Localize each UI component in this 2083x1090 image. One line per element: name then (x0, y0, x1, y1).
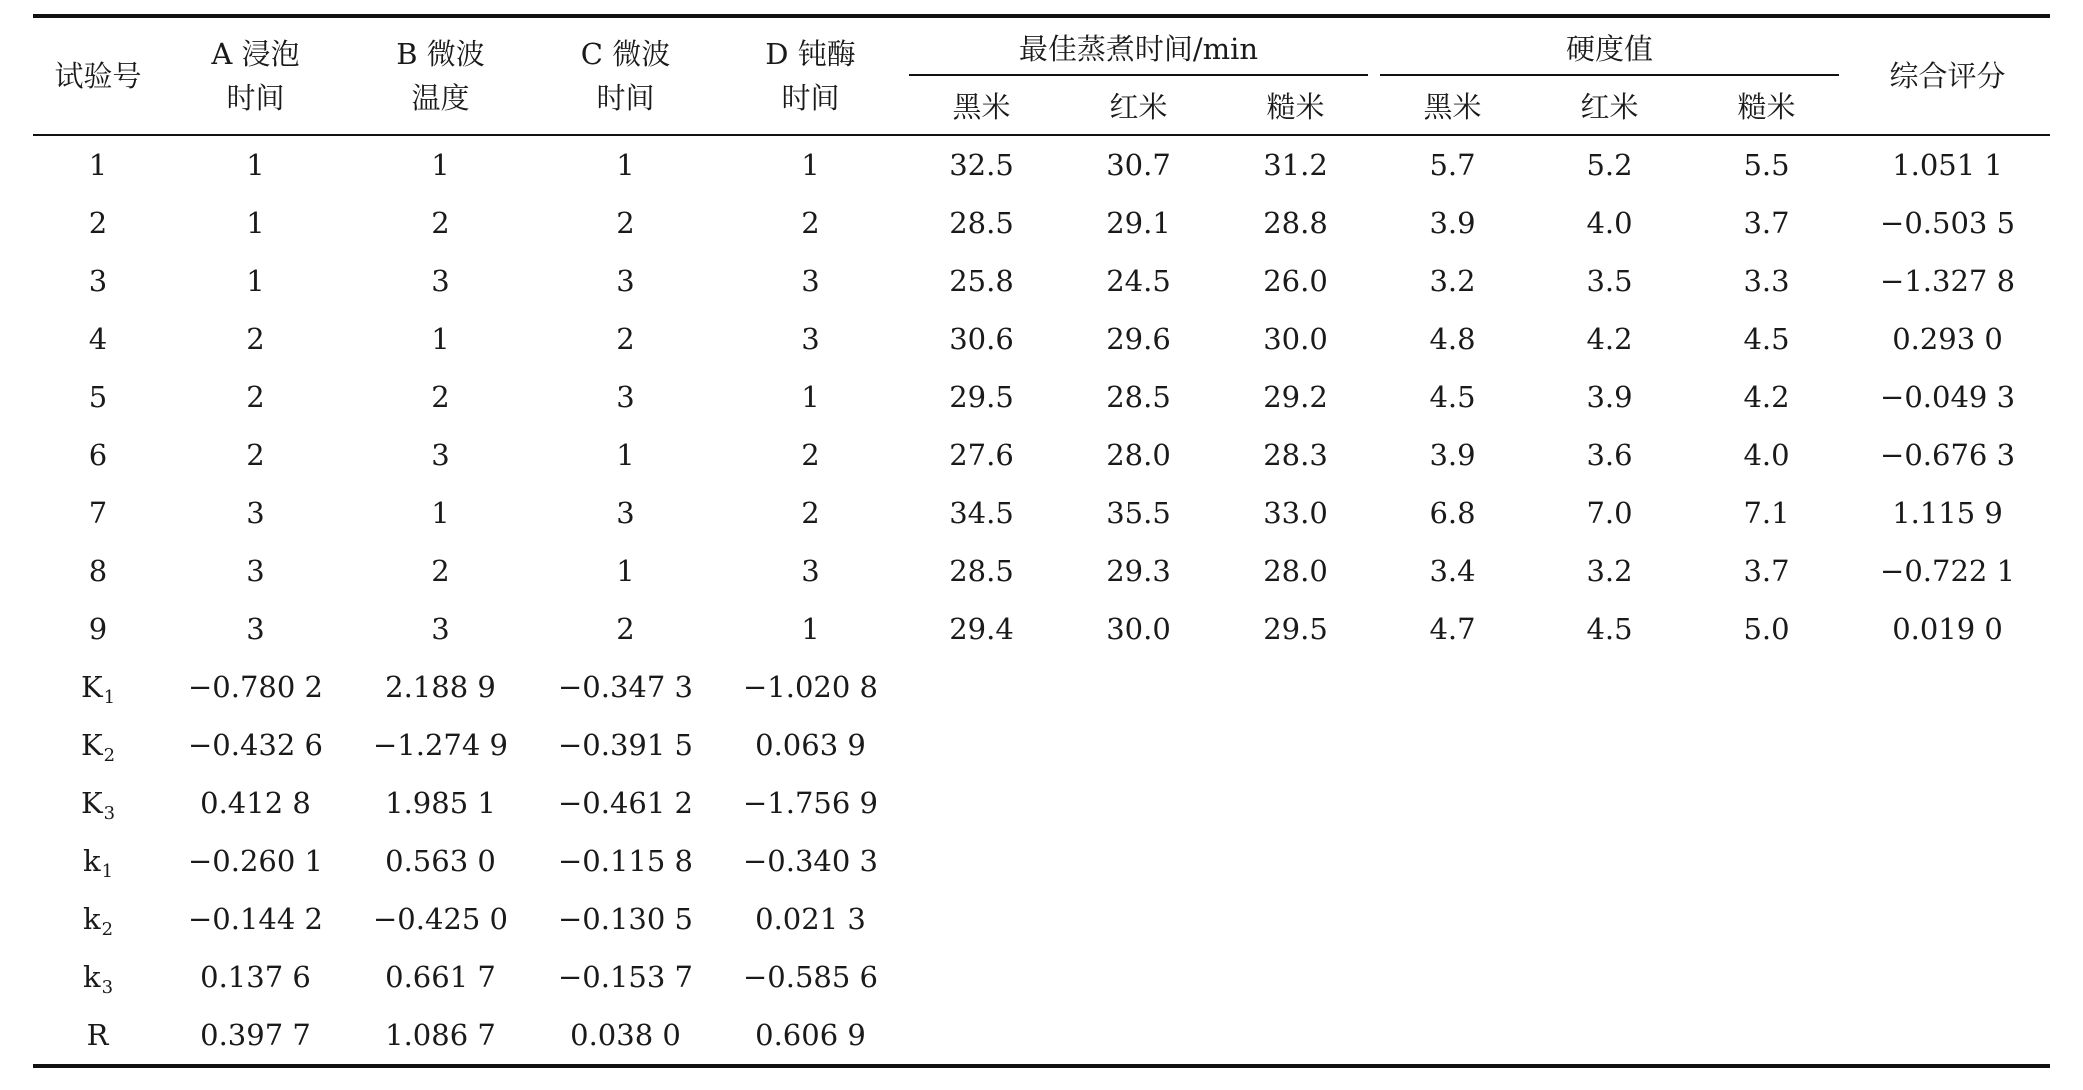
table-body (33, 135, 2050, 1066)
table-cell: 9 (88, 612, 108, 646)
table-cell: 26.0 (1263, 264, 1328, 298)
table-cell: 4.2 (1586, 322, 1633, 356)
table-cell: 3.2 (1429, 264, 1476, 298)
table-cell: 3 (246, 554, 265, 588)
stat-value-cell: 1.086 7 (348, 1006, 533, 1066)
table-cell: 1 (431, 322, 450, 356)
table-cell: 5 (88, 380, 108, 414)
table-cell: 3.2 (1586, 554, 1633, 588)
stat-label: k (82, 844, 101, 878)
empty-cell (1845, 1006, 2050, 1066)
table-cell: 2 (246, 438, 265, 472)
empty-cell (1531, 890, 1688, 948)
empty-cell (1060, 716, 1217, 774)
empty-cell (1531, 716, 1688, 774)
stat-label-subscript: 1 (101, 861, 114, 882)
header-factor-d-line2: 时间 (781, 81, 840, 115)
header-cook-brown-rice: 糙米 (1217, 76, 1374, 135)
stat-label-cell (33, 1006, 163, 1066)
header-hard-red-rice: 红米 (1531, 76, 1688, 135)
empty-cell (903, 658, 1060, 716)
empty-cell (1060, 890, 1217, 948)
table-cell: 29.1 (1106, 206, 1171, 240)
table-cell: 29.3 (1106, 554, 1171, 588)
stat-value-cell: 0.137 6 (200, 960, 311, 994)
header-trial: 试验号 (33, 16, 163, 135)
table-cell: 4.5 (1429, 380, 1476, 414)
table-cell: 3.9 (1429, 206, 1476, 240)
header-factor-d (718, 16, 903, 135)
table-cell: 3.5 (1586, 264, 1633, 298)
stat-label-cell (33, 716, 163, 774)
table-cell: 30.0 (1263, 322, 1328, 356)
table-cell: 7.1 (1743, 496, 1790, 530)
stat-value-cell: −0.391 5 (558, 728, 693, 762)
stat-value-cell: −0.461 2 (558, 786, 693, 820)
stat-row (33, 1006, 2050, 1066)
table-cell: 29.5 (949, 380, 1014, 414)
table-cell: 1.051 1 (1892, 148, 2003, 182)
table-cell: 1 (616, 438, 635, 472)
table-cell: 30.6 (949, 322, 1014, 356)
table-cell: 24.5 (1106, 264, 1171, 298)
stat-value-cell: 0.038 0 (533, 1006, 718, 1066)
table-cell: 3 (616, 380, 635, 414)
empty-cell (1688, 832, 1845, 890)
table-cell: 1.115 9 (1892, 496, 2003, 530)
empty-cell (1060, 832, 1217, 890)
table-cell: 2 (246, 380, 265, 414)
stat-value-cell: −0.432 6 (188, 728, 323, 762)
table-cell: 32.5 (949, 148, 1014, 182)
empty-cell (1060, 1006, 1217, 1066)
table-cell: 2 (246, 322, 265, 356)
stat-label-subscript: 1 (103, 687, 116, 708)
stat-value-cell: 0.021 3 (755, 902, 866, 936)
table-cell: 5.0 (1743, 612, 1790, 646)
table-cell: 29.4 (949, 612, 1014, 646)
table-row (33, 484, 2050, 542)
header-factor-a-line2: 时间 (226, 81, 285, 115)
table-cell: −0.049 3 (1880, 380, 2016, 414)
table-row (33, 600, 2050, 658)
empty-cell (1688, 774, 1845, 832)
table-cell: 3 (431, 612, 450, 646)
table-cell: 1 (801, 380, 820, 414)
table-row (33, 194, 2050, 252)
empty-cell (1060, 658, 1217, 716)
table-row (33, 368, 2050, 426)
stat-label-cell (33, 832, 163, 890)
table-cell: 3 (801, 554, 820, 588)
table-cell: 35.5 (1106, 496, 1171, 530)
table-cell: 1 (246, 148, 265, 182)
header-factor-c-line2: 时间 (596, 81, 655, 115)
table-cell: 29.6 (1106, 322, 1171, 356)
empty-cell (1845, 716, 2050, 774)
table-cell: 3 (616, 496, 635, 530)
table-cell: −0.503 5 (1880, 206, 2016, 240)
table-cell: 28.5 (949, 206, 1014, 240)
table-cell: 3.4 (1429, 554, 1476, 588)
empty-cell (1374, 774, 1531, 832)
table-cell: 4.0 (1586, 206, 1633, 240)
empty-cell (1217, 774, 1374, 832)
header-factor-a (163, 16, 348, 135)
stat-label-cell (33, 890, 163, 948)
empty-cell (1374, 832, 1531, 890)
stat-label-subscript: 3 (103, 803, 116, 824)
table-cell: 25.8 (949, 264, 1014, 298)
stat-label-subscript: 3 (101, 977, 114, 998)
table-cell: 34.5 (949, 496, 1014, 530)
table-cell: 3.3 (1743, 264, 1790, 298)
empty-cell (1374, 948, 1531, 1006)
table-cell: 28.5 (1106, 380, 1171, 414)
stat-label-subscript: 2 (101, 919, 114, 940)
empty-cell (1845, 774, 2050, 832)
stat-label: k (82, 960, 101, 994)
table-cell: 28.3 (1263, 438, 1328, 472)
table-cell: 3 (431, 264, 450, 298)
table-cell: 3.7 (1743, 554, 1790, 588)
header-row-1 (33, 16, 2050, 76)
header-cooking-time-group: 最佳蒸煮时间/min (903, 16, 1374, 76)
table-cell: −1.327 8 (1880, 264, 2016, 298)
table-cell: 2 (431, 554, 450, 588)
header-factor-b (348, 16, 533, 135)
table-cell: 4 (88, 322, 108, 356)
empty-cell (1688, 658, 1845, 716)
table-cell: 0.293 0 (1892, 322, 2003, 356)
empty-cell (1688, 948, 1845, 1006)
header-score: 综合评分 (1845, 16, 2050, 135)
stat-row (33, 832, 2050, 890)
stat-value-cell: 2.188 9 (385, 670, 496, 704)
empty-cell (1688, 716, 1845, 774)
table-row (33, 310, 2050, 368)
table-cell: 2 (616, 206, 635, 240)
header-cook-black-rice: 黑米 (903, 76, 1060, 135)
stat-label-cell (33, 774, 163, 832)
table-cell: 1 (801, 612, 820, 646)
table-cell: 3.9 (1586, 380, 1633, 414)
table-cell: 2 (616, 322, 635, 356)
table-cell: 5.2 (1586, 148, 1633, 182)
header-factor-c (533, 16, 718, 135)
table-cell: 4.0 (1743, 438, 1790, 472)
empty-cell (1688, 890, 1845, 948)
table-cell: 4.2 (1743, 380, 1790, 414)
empty-cell (1845, 948, 2050, 1006)
empty-cell (1374, 658, 1531, 716)
empty-cell (903, 890, 1060, 948)
table-cell: 3 (246, 612, 265, 646)
header-hard-black-rice: 黑米 (1374, 76, 1531, 135)
stat-value-cell: −1.756 9 (743, 786, 878, 820)
stat-value-cell: −0.780 2 (188, 670, 323, 704)
stat-label: K (80, 728, 103, 762)
table-cell: 3.9 (1429, 438, 1476, 472)
table-cell: 30.7 (1106, 148, 1171, 182)
table-cell: 28.8 (1263, 206, 1328, 240)
empty-cell (903, 948, 1060, 1006)
empty-cell (1374, 716, 1531, 774)
stat-value-cell: 0.412 8 (200, 786, 311, 820)
header-hard-brown-rice: 糙米 (1688, 76, 1845, 135)
stat-label: K (80, 786, 103, 820)
table-cell: 3 (88, 264, 108, 298)
table-cell: 3 (801, 264, 820, 298)
stat-value-cell: −0.347 3 (558, 670, 693, 704)
table-cell: 28.0 (1263, 554, 1328, 588)
stat-value-cell: 0.606 9 (718, 1006, 903, 1066)
stat-label-subscript: 2 (103, 745, 116, 766)
empty-cell (1217, 658, 1374, 716)
empty-cell (903, 832, 1060, 890)
empty-cell (903, 774, 1060, 832)
stat-value-cell: 0.661 7 (385, 960, 496, 994)
stat-value-cell: −0.115 8 (558, 844, 693, 878)
table-cell: 3 (616, 264, 635, 298)
empty-cell (1374, 890, 1531, 948)
table-cell: 1 (431, 496, 450, 530)
table-cell: 4.7 (1429, 612, 1476, 646)
table-cell: 29.5 (1263, 612, 1328, 646)
table-cell: 1 (246, 206, 265, 240)
table-cell: 3 (431, 438, 450, 472)
stat-row (33, 948, 2050, 1006)
table-cell: 3 (246, 496, 265, 530)
table-cell: 1 (616, 554, 635, 588)
table-row (33, 426, 2050, 484)
stat-value-cell: 0.063 9 (755, 728, 866, 762)
table-cell: 8 (88, 554, 108, 588)
table-cell: 1 (246, 264, 265, 298)
header-factor-c-line1: C 微波 (580, 37, 671, 71)
table-cell: 2 (801, 496, 820, 530)
table-header (33, 16, 2050, 135)
stat-value-cell: 1.985 1 (385, 786, 496, 820)
header-hardness-group: 硬度值 (1374, 16, 1845, 76)
table-cell: 28.5 (949, 554, 1014, 588)
table-cell: 3.7 (1743, 206, 1790, 240)
table-cell: 4.8 (1429, 322, 1476, 356)
empty-cell (1060, 948, 1217, 1006)
orthogonal-test-table-container (33, 14, 2050, 1068)
table-cell: 27.6 (949, 438, 1014, 472)
table-cell: 1 (616, 148, 635, 182)
empty-cell (1531, 948, 1688, 1006)
table-cell: 1 (431, 148, 450, 182)
stat-value-cell: 0.563 0 (385, 844, 496, 878)
stat-row (33, 658, 2050, 716)
empty-cell (1060, 774, 1217, 832)
stat-value-cell: −0.130 5 (558, 902, 693, 936)
table-cell: 4.5 (1586, 612, 1633, 646)
table-cell: 6 (88, 438, 108, 472)
table-cell: 5.7 (1429, 148, 1476, 182)
table-row (33, 252, 2050, 310)
header-factor-a-line1: A 浸泡 (211, 37, 300, 71)
empty-cell (1217, 716, 1374, 774)
empty-cell (1217, 948, 1374, 1006)
table-cell: 2 (616, 612, 635, 646)
stat-value-cell: 0.397 7 (163, 1006, 348, 1066)
header-factor-b-line1: B 微波 (396, 37, 485, 71)
table-cell: 3 (801, 322, 820, 356)
table-cell: 31.2 (1263, 148, 1328, 182)
empty-cell (1374, 1006, 1531, 1066)
table-cell: 2 (801, 438, 820, 472)
table-cell: 29.2 (1263, 380, 1328, 414)
stat-value-cell: −0.585 6 (743, 960, 878, 994)
empty-cell (1217, 832, 1374, 890)
stat-label: K (80, 670, 103, 704)
table-cell: 1 (88, 148, 108, 182)
table-cell: −0.676 3 (1880, 438, 2016, 472)
empty-cell (1217, 1006, 1374, 1066)
stat-label: k (82, 902, 101, 936)
stat-value-cell: −0.340 3 (743, 844, 878, 878)
table-cell: 7.0 (1586, 496, 1633, 530)
stat-label-cell (33, 658, 163, 716)
table-cell: 2 (431, 206, 450, 240)
stat-value-cell: −0.153 7 (558, 960, 693, 994)
table-cell: 2 (431, 380, 450, 414)
stat-value-cell: −0.425 0 (373, 902, 508, 936)
empty-cell (1217, 890, 1374, 948)
stat-row (33, 716, 2050, 774)
empty-cell (903, 1006, 1060, 1066)
table-cell: −0.722 1 (1880, 554, 2016, 588)
table-cell: 7 (88, 496, 108, 530)
table-cell: 33.0 (1263, 496, 1328, 530)
empty-cell (1845, 658, 2050, 716)
table-cell: 2 (801, 206, 820, 240)
empty-cell (1531, 658, 1688, 716)
stat-row (33, 774, 2050, 832)
stat-value-cell: −1.274 9 (373, 728, 508, 762)
header-factor-b-line2: 温度 (411, 81, 470, 115)
table-cell: 4.5 (1743, 322, 1790, 356)
stat-row (33, 890, 2050, 948)
empty-cell (1688, 1006, 1845, 1066)
empty-cell (1531, 774, 1688, 832)
table-row (33, 135, 2050, 194)
stat-label: R (86, 1018, 109, 1052)
empty-cell (903, 716, 1060, 774)
empty-cell (1531, 832, 1688, 890)
table-cell: 28.0 (1106, 438, 1171, 472)
header-factor-d-line1: D 钝酶 (765, 37, 856, 71)
table-cell: 3.6 (1586, 438, 1633, 472)
stat-value-cell: −0.260 1 (188, 844, 323, 878)
table-cell: 1 (801, 148, 820, 182)
empty-cell (1845, 832, 2050, 890)
stat-label-cell (33, 948, 163, 1006)
stat-value-cell: −1.020 8 (743, 670, 878, 704)
table-cell: 30.0 (1106, 612, 1171, 646)
table-cell: 0.019 0 (1892, 612, 2003, 646)
table-cell: 2 (88, 206, 108, 240)
table-cell: 6.8 (1429, 496, 1476, 530)
header-cook-red-rice: 红米 (1060, 76, 1217, 135)
stat-value-cell: −0.144 2 (188, 902, 323, 936)
table-row (33, 542, 2050, 600)
orthogonal-test-table (33, 14, 2050, 1068)
empty-cell (1845, 890, 2050, 948)
table-cell: 5.5 (1743, 148, 1790, 182)
empty-cell (1531, 1006, 1688, 1066)
